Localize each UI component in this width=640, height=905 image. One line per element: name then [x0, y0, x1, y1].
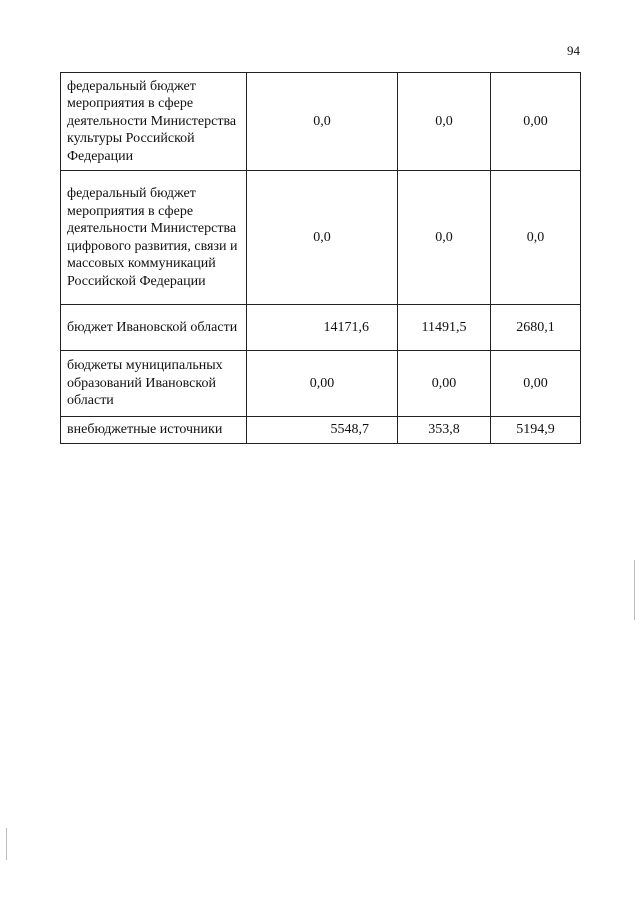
value-total: 0,0: [247, 171, 398, 305]
value-column-2: 11491,5: [398, 305, 491, 351]
table-row: [61, 417, 581, 444]
row-label: федеральный бюджет мероприятия в сфере деятельности Министерства культуры Российской Федерации: [61, 73, 247, 171]
table-row: [61, 73, 581, 171]
scan-margin-mark: [634, 560, 635, 620]
row-label: бюджет Ивановской области: [61, 305, 247, 351]
value-column-2: 0,0: [398, 73, 491, 171]
value-column-3: 0,00: [491, 351, 581, 417]
value-column-3: 5194,9: [491, 417, 581, 444]
value-column-2: 353,8: [398, 417, 491, 444]
value-total: 0,0: [247, 73, 398, 171]
table-row: [61, 305, 581, 351]
row-label: внебюджетные источники: [61, 417, 247, 444]
value-column-2: 0,0: [398, 171, 491, 305]
table-row: [61, 171, 581, 305]
page-number: 94: [567, 43, 580, 58]
value-column-2: 0,00: [398, 351, 491, 417]
value-column-3: 2680,1: [491, 305, 581, 351]
table-row: [61, 351, 581, 417]
value-column-3: 0,00: [491, 73, 581, 171]
value-column-3: 0,0: [491, 171, 581, 305]
scan-margin-mark: [6, 828, 7, 860]
value-total: 0,00: [247, 351, 398, 417]
budget-table: [60, 72, 581, 444]
row-label: федеральный бюджет мероприятия в сфере деятельности Министерства цифрового развития, связи и массовых коммуникаций Российской Федерации: [61, 171, 247, 305]
row-label: бюджеты муниципальных образований Ивановской области: [61, 351, 247, 417]
value-total: 5548,7: [247, 417, 398, 444]
value-total: 14171,6: [247, 305, 398, 351]
